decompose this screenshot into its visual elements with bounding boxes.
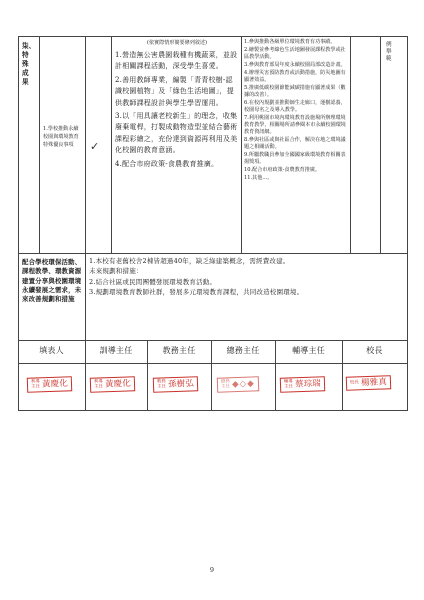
principal-stamp-name: 楊雅真 bbox=[360, 377, 387, 389]
criteria-item: 7.利用桃園市境內環境教育設施場所辦理環境教育教學，相關場所請參閱本市永續校園環境教育資訊網。 bbox=[244, 115, 346, 135]
criteria-item: 11.其他…。 bbox=[244, 175, 273, 181]
principal-stamp: 校長 楊雅真 bbox=[346, 375, 391, 391]
sig-header-general: 總務主任 bbox=[226, 346, 260, 355]
criteria-column bbox=[244, 39, 348, 182]
checkmark: ✓ bbox=[90, 140, 100, 153]
criteria-item: 5.推廣低碳校園節能減碳措施有顯著成果（數據的改善）。 bbox=[244, 85, 346, 98]
academic-stamp-name: 孫樹弘 bbox=[167, 378, 194, 390]
general-stamp: 總務 主任 ◆◇◆ bbox=[217, 376, 259, 392]
middle-header: (依實際情形簡要條列敘述) bbox=[146, 40, 207, 46]
col-divider-b bbox=[85, 36, 86, 341]
sig-header-academic: 教務主任 bbox=[162, 346, 196, 355]
middle-column bbox=[115, 40, 239, 170]
sig-header-filler: 填表人 bbox=[39, 346, 64, 355]
criteria-item: 6.在校內規劃並推動師生走廊口，運樹認養，校園母名之及導入教學。 bbox=[244, 100, 346, 113]
future-item: 1.本校有老舊校舍2棟皆超過40年，缺乏綠建築概念，需經費改建。 bbox=[89, 257, 290, 265]
discipline-stamp: 利導 主任 黃慶化 bbox=[90, 376, 135, 392]
section-title: 柒、特殊成果 bbox=[22, 42, 36, 87]
table-divider-1 bbox=[18, 253, 408, 254]
future-item: 3.規劃環境教育教師社群，發展多元環境教育課程，共同改造校園環境。 bbox=[89, 288, 304, 297]
sig-header-counseling: 輔導主任 bbox=[292, 346, 325, 355]
middle-item: 1.營造無公害農園栽種有機蔬菜，並設計相關課程活動，深受學生喜愛。 bbox=[115, 51, 238, 71]
table-divider-2 bbox=[18, 340, 408, 341]
sig-header-principal: 校長 bbox=[366, 346, 383, 355]
counseling-stamp-name: 蔡琮瑞 bbox=[294, 378, 321, 390]
table-bottom-border bbox=[18, 410, 408, 411]
future-items bbox=[89, 256, 405, 298]
col-divider-a bbox=[39, 36, 40, 253]
col-divider-f bbox=[380, 36, 381, 253]
col-divider-e bbox=[350, 36, 351, 253]
criteria-item: 2.繪製並參考綠色生活地圖發展課程教學或社區教學活動。 bbox=[244, 47, 346, 60]
criteria-item: 10.配合市府政策-食農教育推廣。 bbox=[244, 167, 321, 173]
future-item: 未來規劃和措施： bbox=[89, 267, 143, 276]
discipline-stamp-name: 黃慶化 bbox=[104, 378, 131, 390]
criteria-item: 4.辦理災害預防教育或活動措施，防災地圖有顯著效益。 bbox=[244, 70, 346, 83]
item-label: 1.學校推動永續校園與環境教育特殊優良事項 bbox=[43, 126, 79, 148]
filler-stamp: 利導 主任 黃慶化 bbox=[27, 376, 72, 392]
criteria-item: 3.參與教育部局年度永續校園局部改造計畫。 bbox=[244, 62, 346, 68]
col-divider-c bbox=[111, 36, 112, 253]
academic-stamp: 教務 主任 孫樹弘 bbox=[153, 376, 198, 392]
far-right-note: 例舉範 bbox=[386, 42, 392, 62]
col-divider-d bbox=[241, 36, 242, 253]
future-item: 2.結合社區或民間團體發展環境教育活動。 bbox=[89, 277, 217, 286]
criteria-item: 1.參與推動各級單位環境教育有功事蹟。 bbox=[244, 39, 336, 45]
criteria-item: 9.所屬教職員參加全國國家級環境教育相關表揚獎項。 bbox=[244, 152, 346, 165]
future-label: 配合學校環保活動、課程教學、環教資源建置分享與校園環境永續發展之需求，未來改善規劃和措施 bbox=[22, 258, 82, 304]
counseling-stamp: 輔導 主任 蔡琮瑞 bbox=[280, 376, 325, 392]
middle-item: 3.以「用具讓老校新生」的理念，收集廢棄電桿，打製成動物造型並結合藝術課程彩繪之，充份達到資源再利用及美化校園的教育意涵。 bbox=[115, 112, 238, 155]
filler-stamp-name: 黃慶化 bbox=[41, 378, 68, 390]
table-right-border bbox=[407, 36, 408, 411]
signature-header-line bbox=[18, 363, 408, 364]
page-number: 9 bbox=[209, 566, 215, 574]
criteria-item: 8.參與社區或與社區合作，解決在地之環境議題之相關活動。 bbox=[244, 137, 346, 150]
middle-item: 4.配合市府政策-食農教育推廣。 bbox=[115, 159, 219, 168]
middle-item: 2.善用教師專業，編製「青青校樹-認識校園植物」及「綠色生活地圖」，提供教師課程設計與學生學習運用。 bbox=[115, 75, 234, 107]
sig-header-discipline: 訓導主任 bbox=[99, 346, 133, 355]
